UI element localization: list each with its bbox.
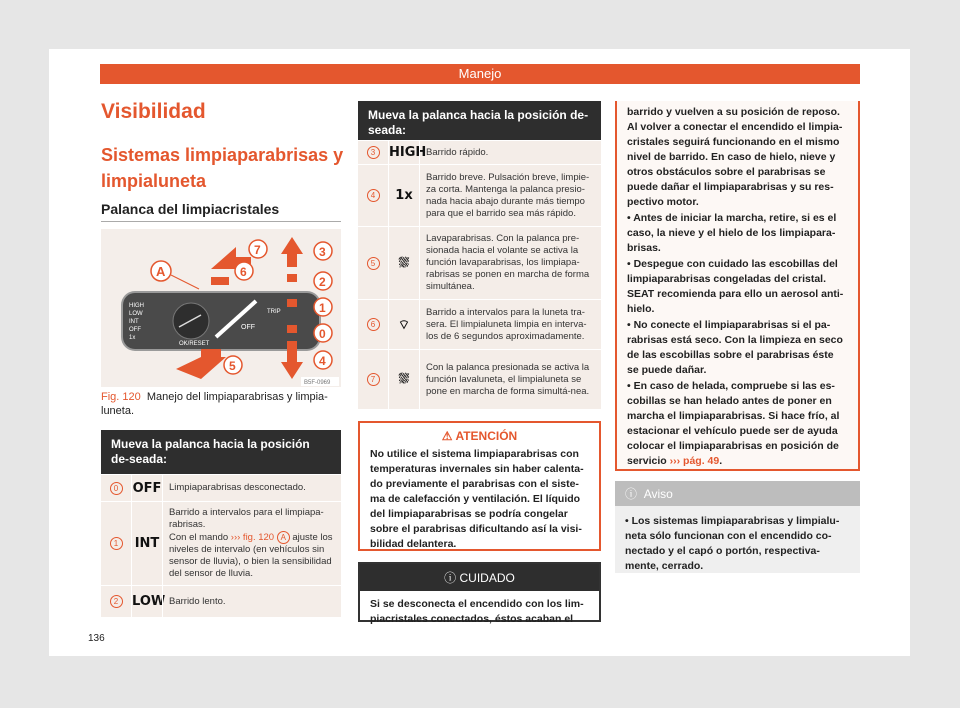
- row-description: [163, 501, 341, 586]
- divider: [101, 221, 341, 222]
- chapter-header: Manejo: [100, 64, 860, 84]
- callout-3-label: 3: [319, 245, 326, 259]
- lever-label-off: OFF: [129, 327, 141, 333]
- figure-caption-text: Manejo del limpiaparabrisas y limpia-luneta.: [101, 391, 328, 417]
- row-number: 7: [367, 373, 380, 386]
- callout-a-label: A: [156, 264, 166, 279]
- page-number: 136: [88, 633, 105, 644]
- row-description: Barrido lento.: [169, 595, 226, 607]
- row-number: 4: [367, 189, 380, 202]
- table-row: [358, 226, 601, 299]
- callout-ref: A: [277, 531, 290, 544]
- off-symbol: OFF: [132, 480, 162, 496]
- row-number: 3: [367, 146, 380, 159]
- row-description: Barrido breve. Pulsación breve, limpie-za corta. Mantenga la palanca presio-nada hacia abajo durante más tiempo para que el barrido sea más rápido.: [426, 171, 590, 219]
- position-marker-2: [287, 274, 297, 282]
- section-title: Sistemas limpiaparabrisas y limpialuneta: [101, 145, 344, 191]
- page-title: Visibilidad: [101, 100, 206, 123]
- wiper-lever-figure: [101, 229, 341, 387]
- lever-label-1x: 1x: [129, 335, 136, 341]
- table-row: [101, 585, 341, 617]
- bullet-item: • No conecte el limpiaparabrisas si el pa-rabrisas está seco. Con la limpieza en seco de las escobillas sobre el parabrisas éste se puede dañar.: [627, 319, 843, 376]
- row-description: Lavaparabrisas. Con la palanca pre-sionada hacia el volante se activa la función lavaparabrisas, los limpiapa-rabrisas se ponen en marcha de forma simultánea.: [426, 233, 590, 292]
- callout-5-label: 5: [229, 359, 236, 373]
- windshield-washer-icon: ⛆: [398, 255, 410, 271]
- caution-text: Si se desconecta el encendido con los lim-piacristales conectados, éstos acaban el: [370, 598, 584, 625]
- lever-label-int: INT: [129, 319, 139, 325]
- callout-7-label: 7: [254, 243, 261, 257]
- rear-washer-icon: ⛆: [398, 372, 410, 387]
- table-row: [358, 299, 601, 349]
- figure-link[interactable]: ››› fig. 120: [230, 532, 275, 543]
- bullet-item: [627, 379, 848, 469]
- callout-a-line: [171, 275, 199, 289]
- warning-title-text: ATENCIÓN: [455, 429, 518, 443]
- row-number: 2: [110, 595, 123, 608]
- position-marker-0: [287, 325, 297, 333]
- lever-label-low: LOW: [129, 311, 143, 317]
- page-link[interactable]: ››› pág. 49: [669, 455, 720, 467]
- row-number: 0: [110, 482, 123, 495]
- caution-title: [360, 564, 599, 591]
- row-number: 1: [110, 537, 123, 550]
- position-marker-1: [287, 299, 297, 307]
- bullet-item: • Antes de iniciar la marcha, retire, si es el caso, la nieve y el hielo de los limpiapara-brisas.: [627, 212, 837, 254]
- table-positions-2: [358, 101, 601, 409]
- warning-box: [358, 421, 601, 551]
- note-text: • Los sistemas limpiaparabrisas y limpialu-neta sólo funcionan con el encendido co-nectado y el capó o portón, respectiva-mente, cerrado.: [625, 515, 840, 572]
- bullet-text: • En caso de helada, compruebe si las es-cobillas se han helado antes de poner en marcha el limpiaparabrisas. Si hace frío, al estacionar el vehículo puede ser de ayuda colocar el limpiaparabrisas en posición de servicio: [627, 380, 840, 467]
- bullet-item: • Despegue con cuidado las escobillas del limpiaparabrisas congeladas del cristal. SEAT recomienda para ello un aerosol anti-hielo.: [627, 258, 844, 315]
- info-icon: ⓘ: [625, 487, 638, 501]
- table-row: [358, 140, 601, 164]
- trip-label: TRIP: [267, 309, 281, 315]
- caution-continued-box: [615, 101, 860, 471]
- callout-1-label: 1: [319, 301, 326, 315]
- single-wipe-symbol: 1x: [395, 188, 413, 203]
- info-circle-icon: ⓘ: [444, 571, 457, 585]
- table-header: Mueva la palanca hacia la posición de-seada:: [101, 430, 341, 474]
- note-title-text: Aviso: [643, 487, 673, 501]
- desc-text: ajuste los niveles de intervalo (en vehículos sin sensor de lluvia), o bien la sensibilidad del sensor de lluvia.: [169, 532, 333, 579]
- caution-box: [358, 562, 601, 625]
- warning-text: No utilice el sistema limpiaparabrisas con temperaturas invernales sin haber calenta-do previamente el parabrisas con el siste-ma de calefacción y ventilación. El líquido del limpiaparabrisas se podría congelar sobre el parabrisas dificultando así la visi-bilidad delantera.: [370, 448, 584, 550]
- ok-reset-label: OK/RESET: [179, 341, 210, 347]
- table-row: [358, 164, 601, 226]
- caution-title-text: CUIDADO: [459, 571, 515, 585]
- figure-code: B5F-0969: [304, 380, 331, 386]
- lever-label-high: HIGH: [129, 303, 144, 309]
- low-symbol: LOW: [132, 594, 166, 609]
- caution-paragraph: barrido y vuelven a su posición de reposo. Al volver a conectar el encendido el limpia-cristales seguirá funcionando en el mismo nivel de barrido. En caso de hielo, nieve y otros obstáculos sobre el parabrisas se puede dañar el limpiaparabrisas y su res-pectivo motor.: [627, 106, 843, 208]
- figure-ref: Fig. 120: [101, 391, 141, 403]
- bullet-end: .: [719, 455, 723, 467]
- table-positions-1: [101, 430, 341, 617]
- figure-caption: [101, 390, 341, 418]
- rear-wiper-icon: ⌔: [397, 317, 411, 333]
- callout-6-label: 6: [240, 265, 247, 279]
- warning-title: [360, 423, 599, 447]
- table-row: [101, 501, 341, 585]
- note-box: [615, 481, 860, 573]
- row-number: 6: [367, 318, 380, 331]
- row-description: Barrido rápido.: [426, 146, 489, 158]
- position-marker-6: [211, 277, 229, 285]
- desc-text: Barrido a intervalos para el limpiapa-rabrisas.: [169, 507, 324, 530]
- desc-text: Con el mando: [169, 532, 229, 543]
- arrow-down-5: [176, 349, 226, 379]
- warning-icon: ⚠: [441, 429, 453, 443]
- row-description: Con la palanca presionada se activa la función lavaluneta, el limpialuneta se pone en marcha de forma simultá-nea.: [426, 361, 590, 397]
- row-description: Barrido a intervalos para la luneta tra-sera. El limpialuneta limpia en interva-los de 6 segundos aproximadamente.: [426, 306, 587, 342]
- callout-0-label: 0: [319, 327, 326, 341]
- off-label: OFF: [241, 324, 255, 331]
- callout-2-label: 2: [319, 275, 326, 289]
- arrow-up-3: [281, 237, 303, 267]
- row-number: 5: [367, 257, 380, 270]
- high-symbol: HIGH: [389, 145, 427, 160]
- subsection-title: Palanca del limpiacristales: [101, 201, 280, 217]
- table-row: [101, 474, 341, 501]
- row-description: Limpiaparabrisas desconectado.: [169, 482, 306, 493]
- int-symbol: INT: [134, 536, 160, 551]
- table-header: Mueva la palanca hacia la posición de-seada:: [358, 101, 601, 140]
- table-row: [358, 349, 601, 409]
- note-title: [615, 481, 860, 506]
- wiper-lever-illustration: [101, 229, 341, 387]
- callout-4-label: 4: [319, 354, 326, 368]
